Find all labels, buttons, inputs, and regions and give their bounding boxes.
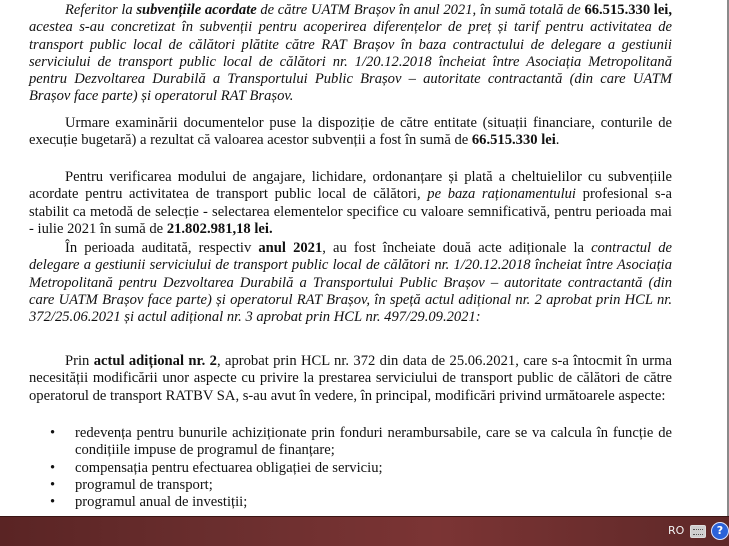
- taskbar: [0, 516, 729, 546]
- list-item: • redevența pentru bunurile achiziționate prin fonduri nerambursabile, care se va calcula în funcție de condițiile impuse de programul de finanțare;: [29, 425, 672, 460]
- paragraph-addendum-2: [29, 353, 672, 405]
- p3-italic-reasoning: pe baza raționamentului: [427, 186, 576, 203]
- paragraph-subsidies-intro: [29, 2, 672, 106]
- p2-text-3: .: [555, 132, 560, 149]
- p5-bold-addendum: actul adițional nr. 2: [93, 353, 217, 369]
- p4-italic-contract: contractul de delegare a gestiunii serviciului de transport public local de călători nr. 1/20.12.2018 încheiat între Asociația Metropolitană pentru Dezvoltarea Durabilă a Transportului Public Brașov – autoritate contractantă (din care UATM Brașov face parte) și operatorul RAT Brașov, în speță actul adițional nr. 2 aprobat prin HCL nr. 372/25.06.2021 și actul adițional nr. 3 aprobat prin HCL nr. 497/29.09.2021:: [29, 240, 672, 326]
- p1-text-5: acestea s-au concretizat în subvenții pentru acoperirea diferențelor de preț și tarif pentru activitatea de transport public local de călători plătite către RAT Brașov în baza contractului de delegare a gestiunii serviciului de transport public local de călători nr. 1/20.12.2018 încheiat între Asociația Metropolitană pentru Dezvoltarea Durabilă a Transportului Public Brașov – autoritate contractantă (din care UATM Brașov face parte) și operatorul RAT Brașov.: [29, 19, 672, 105]
- p4-text-3: , au fost încheiate două acte adiționale la: [322, 240, 592, 256]
- keyboard-icon[interactable]: [690, 525, 706, 538]
- p4-bold-year: anul 2021: [258, 240, 323, 256]
- p5-text-1: Prin: [65, 353, 94, 369]
- paragraph-examination: [29, 115, 672, 150]
- paragraph-verification: [29, 169, 672, 238]
- p1-bold-subsidies: subvențiile acordate: [136, 2, 257, 18]
- p4-text-1: În perioada auditată, respectiv: [65, 240, 259, 256]
- list-item: • programul anual de investiții;: [29, 494, 672, 511]
- p3-text-3: profesional s-a stabilit ca metodă de selecție - selectarea elementelor specifice cu valoare semnificativă, pentru perioada mai - iulie 2021 în sumă de: [29, 186, 672, 237]
- p3-bold-amount: 21.802.981,18 lei.: [166, 220, 273, 237]
- aspects-bullet-list: [29, 425, 672, 511]
- p3-text-1: Pentru verificarea modului de angajare, lichidare, ordonanțare și plată a cheltuielilor cu subvențiile acordate pentru activitatea de transport public local de călători,: [29, 169, 672, 203]
- language-indicator[interactable]: RO: [668, 524, 685, 537]
- help-icon[interactable]: ?: [711, 522, 729, 540]
- p2-text-1: Urmare examinării documentelor puse la dispoziție de către entitate (situații financiare, conturile de execuție bugetară) a rezultat că valoarea acestor subvenții a fost în sumă de: [29, 115, 672, 149]
- p5-text-3: , aprobat prin HCL nr. 372 din data de 25.06.2021, care s-a întocmit în urma necesității modificării unor aspecte cu privire la prestarea serviciului de transport public de călători de către operatorul de transport RATBV SA, s-au avut în vedere, în principal, modificări privind următoarele aspecte:: [29, 353, 672, 404]
- paragraph-audited-period: [29, 240, 672, 326]
- p1-text-1: Referitor la: [65, 2, 137, 18]
- p1-bold-amount: 66.515.330 lei,: [584, 2, 672, 18]
- list-item: • compensația pentru efectuarea obligației de serviciu;: [29, 460, 672, 477]
- p2-bold-amount: 66.515.330 lei: [471, 132, 556, 149]
- list-item: • programul de transport;: [29, 477, 672, 494]
- p1-text-3: de către UATM Brașov în anul 2021, în sumă totală de: [256, 2, 585, 18]
